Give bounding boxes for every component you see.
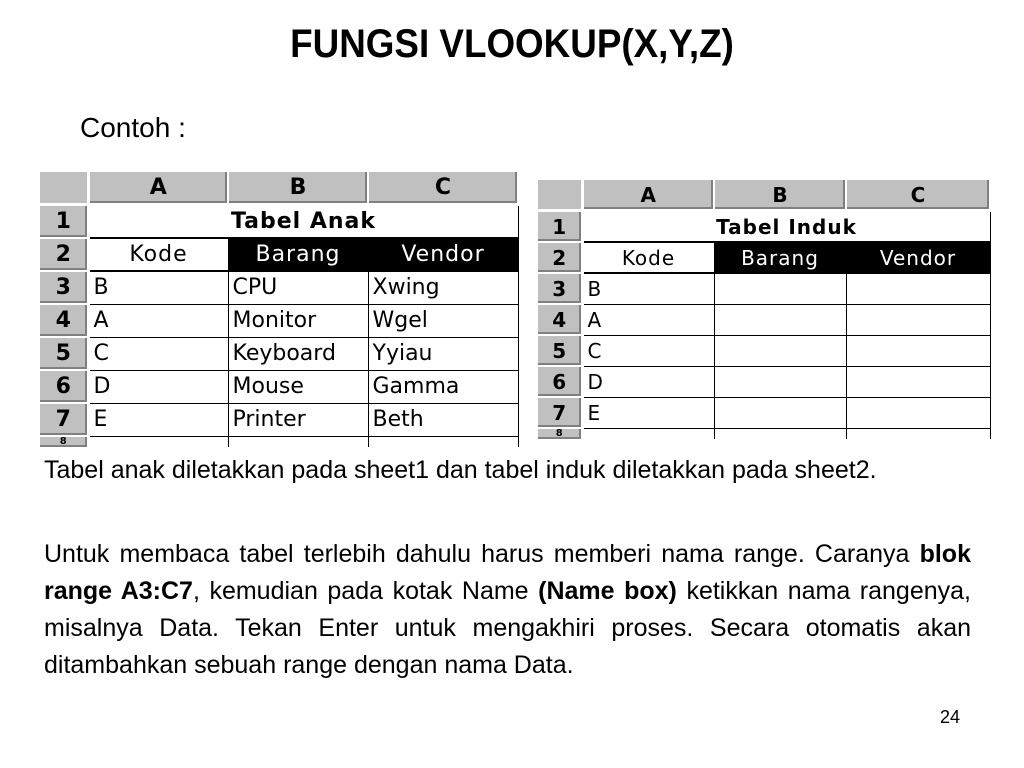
row-header-3[interactable]: 3: [538, 273, 582, 304]
header-cell-barang[interactable]: Barang: [714, 242, 846, 273]
cell-b6[interactable]: [714, 366, 846, 397]
paragraph-text: ketikkan nama rangenya, misalnya Data. Tekan Enter untuk mengakhiri proses. Secara otomatis akan ditambahkan sebuah range dengan nama Data.: [44, 577, 971, 679]
spreadsheet-tabel-induk: [538, 180, 991, 439]
column-header-b[interactable]: B: [714, 180, 846, 211]
row-header-8[interactable]: 8: [538, 428, 582, 439]
row-header-7[interactable]: 7: [538, 397, 582, 428]
cell-a4[interactable]: A: [582, 304, 714, 335]
cell-c8[interactable]: [846, 428, 990, 439]
column-header-b[interactable]: B: [228, 172, 368, 205]
row-header-4[interactable]: 4: [538, 304, 582, 335]
cell-a7[interactable]: E: [88, 403, 228, 436]
row-header-2[interactable]: 2: [40, 238, 88, 271]
slide-title: FUNGSI VLOOKUP(X,Y,Z): [290, 22, 734, 66]
column-header-c[interactable]: C: [846, 180, 990, 211]
cell-a6[interactable]: D: [88, 370, 228, 403]
row-header-5[interactable]: 5: [538, 335, 582, 366]
cell-c5[interactable]: Yyiau: [368, 337, 518, 370]
cell-c4[interactable]: Wgel: [368, 304, 518, 337]
row-header-8[interactable]: 8: [40, 436, 88, 447]
row-header-7[interactable]: 7: [40, 403, 88, 436]
cell-c7[interactable]: Beth: [368, 403, 518, 436]
table-title-cell[interactable]: Tabel Anak: [88, 205, 518, 239]
cell-a6[interactable]: D: [582, 366, 714, 397]
cell-a3[interactable]: B: [88, 271, 228, 304]
cell-b8[interactable]: [714, 428, 846, 439]
column-header-a[interactable]: A: [582, 180, 714, 211]
row-header-1[interactable]: 1: [538, 211, 582, 243]
paragraph-sheet-placement: Tabel anak diletakkan pada sheet1 dan tabel induk diletakkan pada sheet2.: [44, 456, 877, 484]
cell-c6[interactable]: [846, 366, 990, 397]
row-header-4[interactable]: 4: [40, 304, 88, 337]
select-all-corner[interactable]: [538, 180, 582, 211]
cell-a4[interactable]: A: [88, 304, 228, 337]
header-cell-kode[interactable]: Kode: [88, 238, 228, 271]
cell-b7[interactable]: [714, 397, 846, 428]
cell-c4[interactable]: [846, 304, 990, 335]
table-title-cell[interactable]: Tabel Induk: [582, 211, 990, 243]
column-header-a[interactable]: A: [88, 172, 228, 205]
spreadsheet-tabel-anak: [40, 172, 519, 447]
header-cell-kode[interactable]: Kode: [582, 242, 714, 273]
row-header-5[interactable]: 5: [40, 337, 88, 370]
row-header-6[interactable]: 6: [538, 366, 582, 397]
cell-b3[interactable]: CPU: [228, 271, 368, 304]
row-header-2[interactable]: 2: [538, 242, 582, 273]
cell-a5[interactable]: C: [88, 337, 228, 370]
cell-c8[interactable]: [368, 436, 518, 447]
cell-b5[interactable]: [714, 335, 846, 366]
bold-name-box-text: (Name box): [538, 577, 677, 605]
cell-a3[interactable]: B: [582, 273, 714, 304]
header-cell-vendor[interactable]: Vendor: [368, 238, 518, 271]
cell-a8[interactable]: [582, 428, 714, 439]
cell-c3[interactable]: Xwing: [368, 271, 518, 304]
select-all-corner[interactable]: [40, 172, 88, 205]
paragraph-text: Untuk membaca tabel terlebih dahulu harus memberi nama range. Caranya: [44, 540, 920, 568]
header-cell-vendor[interactable]: Vendor: [846, 242, 990, 273]
cell-b5[interactable]: Keyboard: [228, 337, 368, 370]
cell-c5[interactable]: [846, 335, 990, 366]
cell-b4[interactable]: [714, 304, 846, 335]
cell-a5[interactable]: C: [582, 335, 714, 366]
cell-b3[interactable]: [714, 273, 846, 304]
cell-b4[interactable]: Monitor: [228, 304, 368, 337]
row-header-6[interactable]: 6: [40, 370, 88, 403]
paragraph-range-instructions: [44, 536, 971, 684]
cell-c6[interactable]: Gamma: [368, 370, 518, 403]
column-header-c[interactable]: C: [368, 172, 518, 205]
paragraph-text: , kemudian pada kotak Name: [192, 577, 539, 605]
row-header-3[interactable]: 3: [40, 271, 88, 304]
bold-range-text: blok range A3:C7: [44, 540, 971, 605]
header-cell-barang[interactable]: Barang: [228, 238, 368, 271]
cell-a7[interactable]: E: [582, 397, 714, 428]
cell-a8[interactable]: [88, 436, 228, 447]
slide-subtitle: Contoh :: [80, 112, 186, 143]
cell-c3[interactable]: [846, 273, 990, 304]
page-number: 24: [940, 707, 961, 727]
row-header-1[interactable]: 1: [40, 205, 88, 239]
cell-c7[interactable]: [846, 397, 990, 428]
cell-b7[interactable]: Printer: [228, 403, 368, 436]
cell-b8[interactable]: [228, 436, 368, 447]
cell-b6[interactable]: Mouse: [228, 370, 368, 403]
